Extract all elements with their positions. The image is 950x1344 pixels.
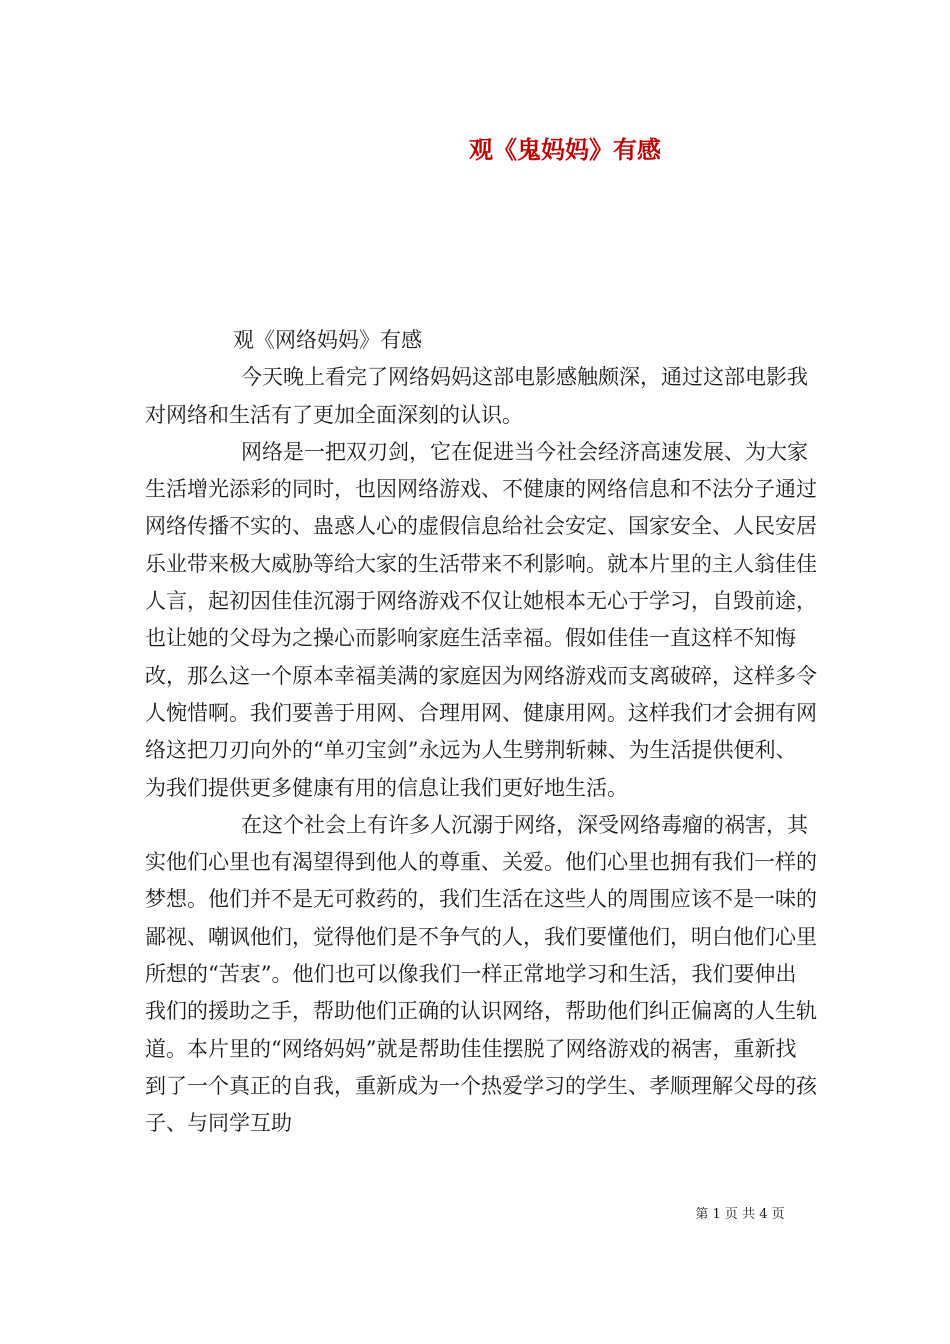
- page-title: 观《鬼妈妈》有感: [469, 135, 661, 164]
- paragraph-3: 在这个社会上有许多人沉溺于网络，深受网络毒瘤的祸害，其实他们心里也有渴望得到他人的尊重、关爱。他们心里也拥有我们一样的梦想。他们并不是无可救药的，我们生活在这些人的周围应该不是一味的鄙视、嘲讽他们，觉得他们是不争气的人，我们要懂他们，明白他们心里所想的“苦衷”。他们也可以像我们一样正常地学习和生活，我们要伸出我们的援助之手，帮助他们正确的认识网络，帮助他们纠正偏离的人生轨道。本片里的“网络妈妈”就是帮助佳佳摆脱了网络游戏的祸害，重新找到了一个真正的自我，重新成为一个热爱学习的学生、孝顺理解父母的孩子、与同学互助: [145, 812, 817, 1136]
- document-subtitle: 观《网络妈妈》有感: [233, 328, 422, 352]
- paragraph-1: 今天晚上看完了网络妈妈这部电影感触颇深，通过这部电影我对网络和生活有了更加全面深刻的认识。: [145, 365, 808, 427]
- paragraph-2: 网络是一把双刃剑，它在促进当今社会经济高速发展、为大家生活增光添彩的同时，也因网络游戏、不健康的网络信息和不法分子通过网络传播不实的、蛊惑人心的虚假信息给社会安定、国家安全、人民安居乐业带来极大威胁等给大家的生活带来不利影响。就本片里的主人翁佳佳人言，起初因佳佳沉溺于网络游戏不仅让她根本无心于学习，自毁前途，也让她的父母为之操心而影响家庭生活幸福。假如佳佳一直这样不知悔改，那么这一个原本幸福美满的家庭因为网络游戏而支离破碎，这样多令人惋惜啊。我们要善于用网、合理用网、健康用网。这样我们才会拥有网络这把刀刃向外的“单刃宝剑”永远为人生劈荆斩棘、为生活提供便利、为我们提供更多健康有用的信息让我们更好地生活。: [145, 439, 817, 800]
- document-body: [145, 322, 817, 1143]
- page-number-footer: 第 1 页 共 4 页: [695, 1207, 785, 1222]
